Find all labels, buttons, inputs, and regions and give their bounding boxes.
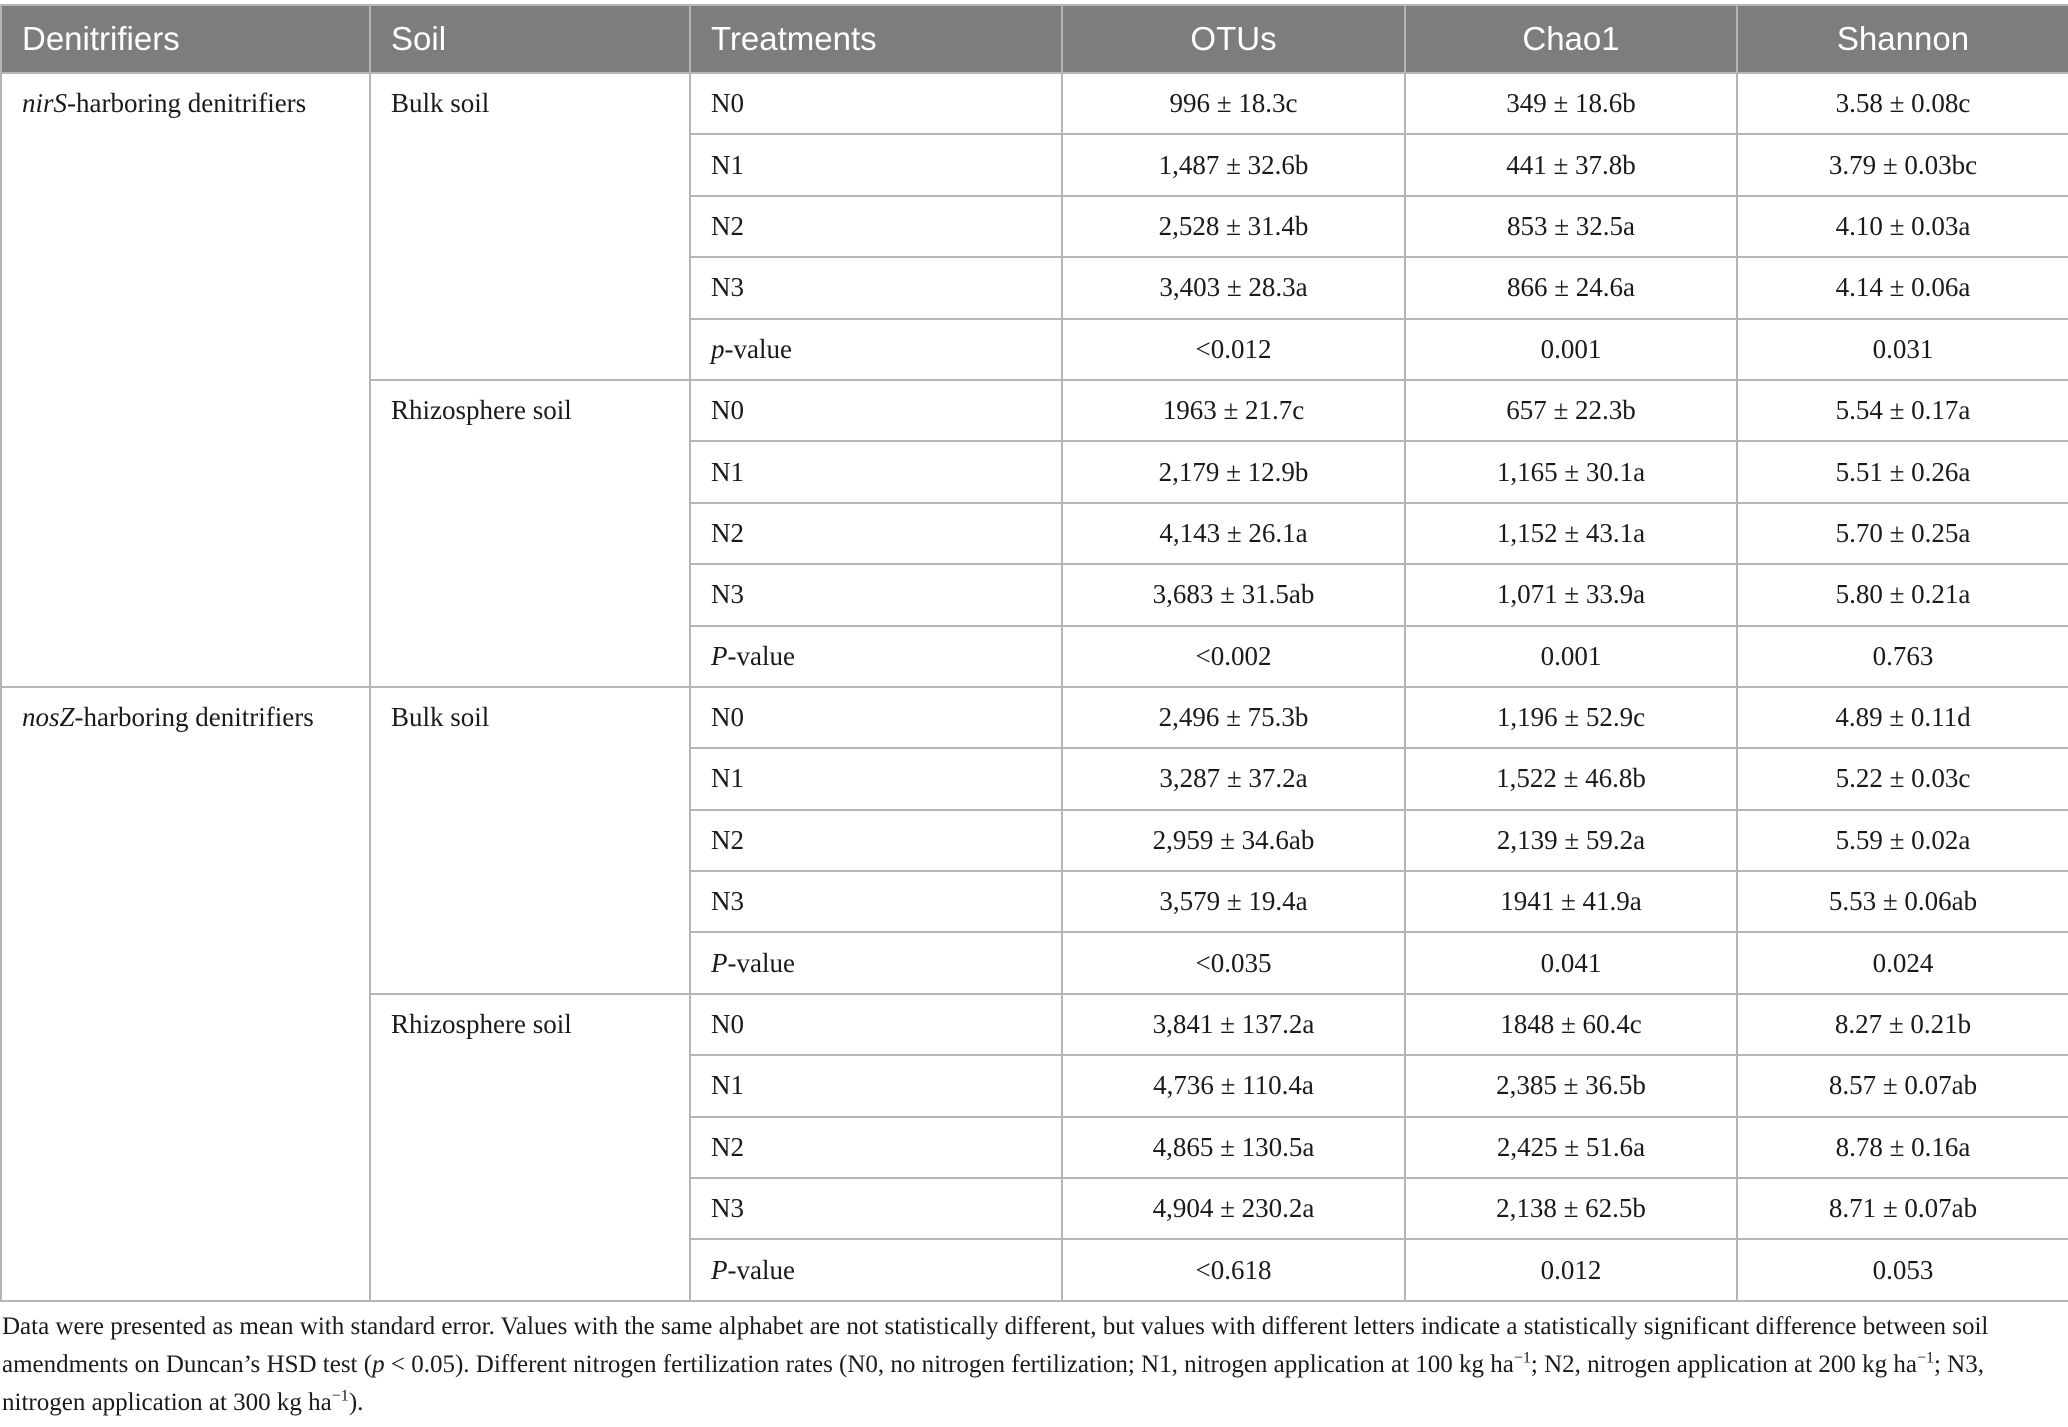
cell-chao1: 1848 ± 60.4c	[1405, 994, 1737, 1055]
cell-chao1: 0.001	[1405, 626, 1737, 687]
cell-otus: 1,487 ± 32.6b	[1062, 134, 1405, 195]
cell-shannon: 5.70 ± 0.25a	[1737, 503, 2068, 564]
footnote-text-1: Data were presented as mean with standard error. Values with the same alphabet are not statistically different, but values with different letters indicate a statistically significant difference between soil amendments on Duncan’s HSD test (	[2, 1313, 1989, 1378]
cell-otus: 3,841 ± 137.2a	[1062, 994, 1405, 1055]
cell-chao1: 2,425 ± 51.6a	[1405, 1117, 1737, 1178]
gene-name: nirS	[22, 88, 68, 118]
cell-treatment	[690, 134, 1062, 195]
header-shannon: Shannon	[1737, 5, 2068, 73]
gene-name: nosZ	[22, 701, 75, 732]
cell-soil-type: Rhizosphere soil	[370, 380, 690, 687]
header-treatments: Treatments	[690, 5, 1062, 73]
treatment-label: N3	[711, 1193, 744, 1224]
cell-shannon: 8.78 ± 0.16a	[1737, 1117, 2068, 1178]
cell-treatment	[690, 319, 1062, 380]
cell-shannon: 4.14 ± 0.06a	[1737, 257, 2068, 318]
cell-denitrifier-group	[1, 687, 370, 1301]
cell-shannon: 0.031	[1737, 319, 2068, 380]
cell-otus: 4,865 ± 130.5a	[1062, 1117, 1405, 1178]
cell-chao1: 1,165 ± 30.1a	[1405, 441, 1737, 502]
treatment-label: N1	[711, 763, 744, 794]
cell-shannon: 8.57 ± 0.07ab	[1737, 1055, 2068, 1116]
cell-treatment	[690, 1117, 1062, 1178]
cell-chao1: 853 ± 32.5a	[1405, 196, 1737, 257]
treatment-label: -value	[727, 640, 795, 671]
cell-treatment	[690, 871, 1062, 932]
cell-otus: <0.618	[1062, 1239, 1405, 1300]
cell-shannon: 5.53 ± 0.06ab	[1737, 871, 2068, 932]
treatment-label: N0	[711, 1009, 744, 1040]
cell-chao1: 2,385 ± 36.5b	[1405, 1055, 1737, 1116]
header-otus: OTUs	[1062, 5, 1405, 73]
treatment-label: N3	[711, 579, 744, 610]
cell-chao1: 441 ± 37.8b	[1405, 134, 1737, 195]
header-denitrifiers: Denitrifiers	[1, 5, 370, 73]
cell-treatment	[690, 932, 1062, 993]
cell-shannon: 5.80 ± 0.21a	[1737, 564, 2068, 625]
cell-otus: 2,959 ± 34.6ab	[1062, 810, 1405, 871]
table-row	[1, 687, 2068, 748]
p-symbol: P	[711, 1254, 728, 1285]
cell-shannon: 0.053	[1737, 1239, 2068, 1300]
cell-otus: <0.012	[1062, 319, 1405, 380]
cell-chao1: 1,071 ± 33.9a	[1405, 564, 1737, 625]
treatment-label: N0	[711, 702, 744, 733]
header-row	[1, 5, 2068, 73]
treatment-label: -value	[724, 333, 792, 364]
cell-treatment	[690, 994, 1062, 1055]
cell-chao1: 1,522 ± 46.8b	[1405, 748, 1737, 809]
cell-chao1: 349 ± 18.6b	[1405, 73, 1737, 134]
cell-treatment	[690, 257, 1062, 318]
treatment-label: N0	[711, 88, 744, 119]
cell-otus: 4,904 ± 230.2a	[1062, 1178, 1405, 1239]
table-body	[1, 73, 2068, 1301]
cell-chao1: 0.001	[1405, 319, 1737, 380]
cell-treatment	[690, 503, 1062, 564]
cell-treatment	[690, 810, 1062, 871]
diversity-table	[0, 4, 2068, 1302]
treatment-label: N1	[711, 456, 744, 487]
cell-treatment	[690, 748, 1062, 809]
cell-otus: 4,143 ± 26.1a	[1062, 503, 1405, 564]
treatment-label: N1	[711, 149, 744, 180]
cell-otus: 1963 ± 21.7c	[1062, 380, 1405, 441]
cell-treatment	[690, 626, 1062, 687]
cell-chao1: 2,138 ± 62.5b	[1405, 1178, 1737, 1239]
cell-shannon: 3.79 ± 0.03bc	[1737, 134, 2068, 195]
group-label-rest: -harboring denitrifiers	[74, 701, 314, 732]
p-symbol: P	[711, 947, 728, 978]
cell-shannon: 0.763	[1737, 626, 2068, 687]
p-symbol: p	[711, 333, 725, 364]
footnote-text-4: ; N3, nitrogen application at 300 kg ha	[2, 1351, 1984, 1416]
treatment-label: N3	[711, 272, 744, 303]
header-soil: Soil	[370, 5, 690, 73]
cell-otus: 3,579 ± 19.4a	[1062, 871, 1405, 932]
cell-otus: 3,287 ± 37.2a	[1062, 748, 1405, 809]
cell-otus: 2,179 ± 12.9b	[1062, 441, 1405, 502]
group-label-rest: -harboring denitrifiers	[67, 88, 307, 118]
footnote-superscript-3: −1	[331, 1387, 349, 1405]
cell-shannon: 0.024	[1737, 932, 2068, 993]
cell-shannon: 5.22 ± 0.03c	[1737, 748, 2068, 809]
cell-treatment	[690, 73, 1062, 134]
cell-chao1: 1941 ± 41.9a	[1405, 871, 1737, 932]
cell-shannon: 5.54 ± 0.17a	[1737, 380, 2068, 441]
cell-otus: <0.002	[1062, 626, 1405, 687]
table-header	[1, 5, 2068, 73]
cell-chao1: 657 ± 22.3b	[1405, 380, 1737, 441]
cell-treatment	[690, 441, 1062, 502]
treatment-label: N1	[711, 1070, 744, 1101]
cell-shannon: 8.27 ± 0.21b	[1737, 994, 2068, 1055]
treatment-label: -value	[727, 947, 795, 978]
cell-treatment	[690, 1178, 1062, 1239]
footnote-superscript-1: −1	[1513, 1349, 1531, 1367]
cell-treatment	[690, 1055, 1062, 1116]
treatment-label: N0	[711, 395, 744, 426]
footnote-text-3: ; N2, nitrogen application at 200 kg ha	[1530, 1351, 1917, 1378]
cell-treatment	[690, 1239, 1062, 1300]
cell-otus: 4,736 ± 110.4a	[1062, 1055, 1405, 1116]
cell-otus: 3,403 ± 28.3a	[1062, 257, 1405, 318]
table-row	[1, 73, 2068, 134]
cell-otus: 2,496 ± 75.3b	[1062, 687, 1405, 748]
cell-shannon: 5.51 ± 0.26a	[1737, 441, 2068, 502]
treatment-label: N2	[711, 517, 744, 548]
treatment-label: N3	[711, 886, 744, 917]
cell-chao1: 0.012	[1405, 1239, 1737, 1300]
header-chao1: Chao1	[1405, 5, 1737, 73]
treatment-label: N2	[711, 824, 744, 855]
cell-treatment	[690, 564, 1062, 625]
cell-treatment	[690, 196, 1062, 257]
table-footnote	[2, 1308, 2062, 1422]
cell-shannon: 4.89 ± 0.11d	[1737, 687, 2068, 748]
cell-otus: 3,683 ± 31.5ab	[1062, 564, 1405, 625]
treatment-label: -value	[727, 1254, 795, 1285]
cell-treatment	[690, 687, 1062, 748]
footnote-p-symbol: p	[372, 1351, 385, 1378]
cell-chao1: 0.041	[1405, 932, 1737, 993]
cell-denitrifier-group	[1, 73, 370, 687]
data-table-container	[0, 4, 2068, 1302]
cell-chao1: 866 ± 24.6a	[1405, 257, 1737, 318]
cell-chao1: 2,139 ± 59.2a	[1405, 810, 1737, 871]
footnote-text-5: ).	[348, 1389, 364, 1416]
footnote-superscript-2: −1	[1916, 1349, 1934, 1367]
cell-shannon: 5.59 ± 0.02a	[1737, 810, 2068, 871]
p-symbol: P	[711, 640, 728, 671]
cell-soil-type: Bulk soil	[370, 687, 690, 994]
cell-chao1: 1,152 ± 43.1a	[1405, 503, 1737, 564]
cell-shannon: 8.71 ± 0.07ab	[1737, 1178, 2068, 1239]
cell-otus: 996 ± 18.3c	[1062, 73, 1405, 134]
cell-shannon: 3.58 ± 0.08c	[1737, 73, 2068, 134]
treatment-label: N2	[711, 1131, 744, 1162]
cell-otus: 2,528 ± 31.4b	[1062, 196, 1405, 257]
cell-treatment	[690, 380, 1062, 441]
cell-shannon: 4.10 ± 0.03a	[1737, 196, 2068, 257]
cell-soil-type: Rhizosphere soil	[370, 994, 690, 1301]
footnote-text-2: < 0.05). Different nitrogen fertilization rates (N0, no nitrogen fertilization; N1, nitrogen application at 100 kg ha	[384, 1351, 1514, 1378]
cell-soil-type: Bulk soil	[370, 73, 690, 380]
cell-chao1: 1,196 ± 52.9c	[1405, 687, 1737, 748]
cell-otus: <0.035	[1062, 932, 1405, 993]
treatment-label: N2	[711, 210, 744, 241]
